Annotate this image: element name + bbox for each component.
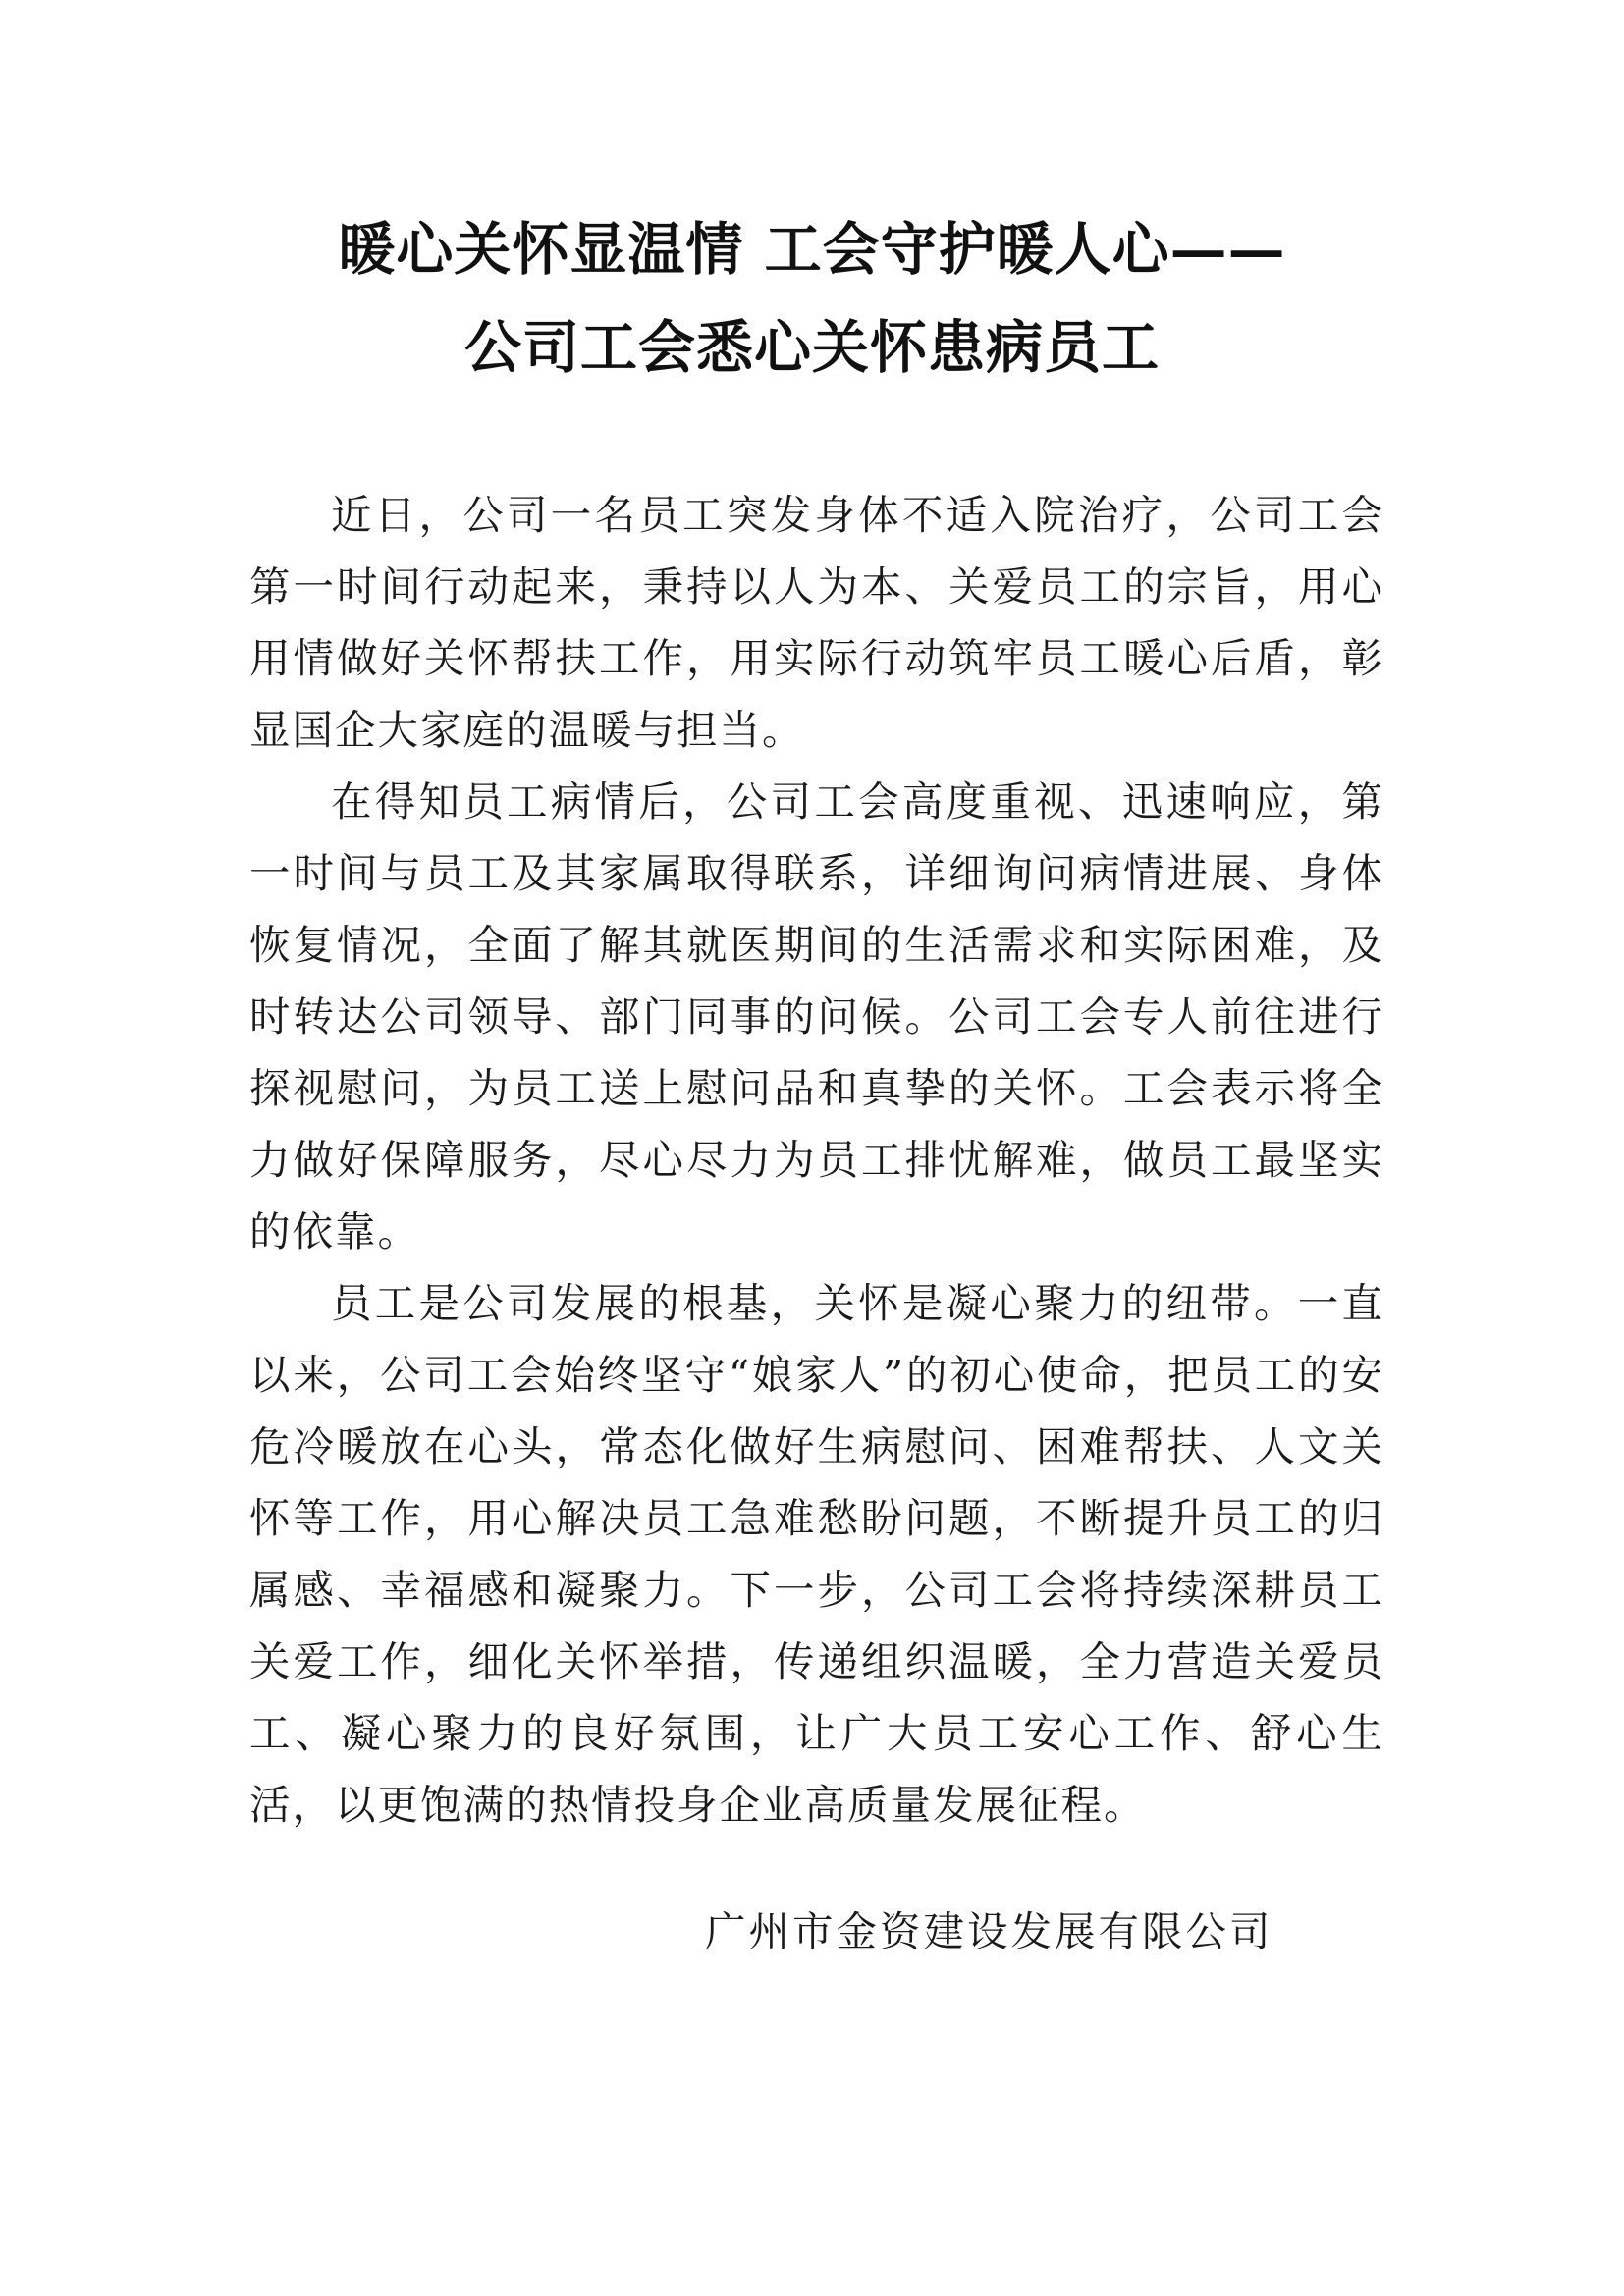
article-body [249,479,1384,1841]
paragraph-3: 员工是公司发展的根基，关怀是凝心聚力的纽带。一直以来，公司工会始终坚守“娘家人”的初心使命，把员工的安危冷暖放在心头，常态化做好生病慰问、困难帮扶、人文关怀等工作，用心解决员工急难愁盼问题，不断提升员工的归属感、幸福感和凝聚力。下一步，公司工会将持续深耕员工关爱工作，细化关怀举措，传递组织温暖，全力营造关爱员工、凝心聚力的良好氛围，让广大员工安心工作、舒心生活，以更饱满的热情投身企业高质量发展征程。 [249,1279,1384,1829]
title-line-2: 公司工会悉心关怀患病员工 [463,314,1160,381]
title-line-1: 暖心关怀显温情 工会守护暖人心—— [338,216,1286,283]
company-signature: 广州市金资建设发展有限公司 [705,1907,1273,1955]
paragraph-2: 在得知员工病情后，公司工会高度重视、迅速响应，第一时间与员工及其家属取得联系，详细询问病情进展、身体恢复情况，全面了解其就医期间的生活需求和实际困难，及时转达公司领导、部门同事的问候。公司工会专人前往进行探视慰问，为员工送上慰问品和真挚的关怀。工会表示将全力做好保障服务，尽心尽力为员工排忧解难，做员工最坚实的依靠。 [249,777,1384,1255]
paragraph-1: 近日，公司一名员工突发身体不适入院治疗，公司工会第一时间行动起来，秉持以人为本、关爱员工的宗旨，用心用情做好关怀帮扶工作，用实际行动筑牢员工暖心后盾，彰显国企大家庭的温暖与担当。 [249,491,1384,754]
